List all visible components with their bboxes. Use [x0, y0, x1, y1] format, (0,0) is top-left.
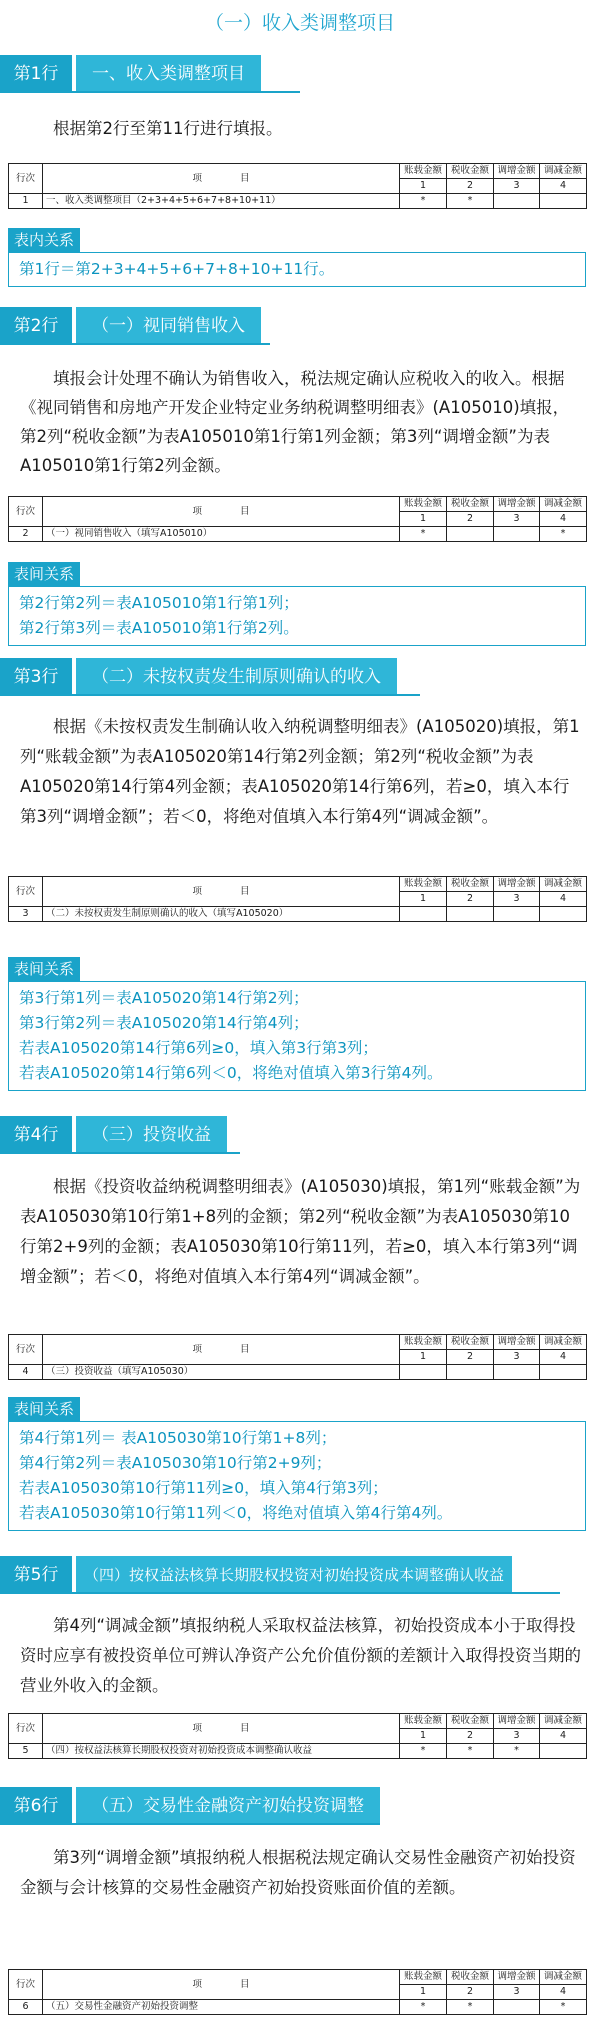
row-item: （二）未按权责发生制原则确认的收入（填写A105020）	[43, 907, 400, 922]
row-mark: *	[400, 1744, 447, 1759]
col-number: 4	[540, 1350, 587, 1365]
row-mark	[540, 194, 587, 209]
header-item: 项 目	[43, 1714, 400, 1744]
row-mark	[447, 527, 494, 542]
row-item: （一）视同销售收入（填写A105010）	[43, 527, 400, 542]
col-number: 1	[400, 1350, 447, 1365]
section-title: 一、收入类调整项目	[76, 55, 261, 93]
col-number: 3	[494, 512, 540, 527]
header-row-no: 行次	[9, 877, 43, 907]
col-number: 4	[540, 1985, 587, 2000]
header-col-3: 调增金额	[494, 164, 540, 179]
relation-title: 表间关系	[8, 957, 80, 981]
table-header-row	[9, 497, 587, 512]
section-rule	[0, 343, 270, 345]
header-col-2: 税收金额	[447, 1970, 494, 1985]
relation-block	[8, 562, 586, 646]
header-item: 项 目	[43, 877, 400, 907]
section-header-6	[0, 1787, 380, 1825]
header-col-2: 税收金额	[447, 164, 494, 179]
relation-box	[8, 981, 586, 1091]
col-number: 2	[447, 179, 494, 194]
header-item: 项 目	[43, 164, 400, 194]
col-number: 3	[494, 179, 540, 194]
section-header-1	[0, 55, 300, 93]
header-col-4: 调减金额	[540, 1714, 587, 1729]
header-col-2: 税收金额	[447, 1714, 494, 1729]
col-number: 4	[540, 512, 587, 527]
relation-line: 第2行第2列＝表A105010第1行第1列；	[19, 594, 299, 612]
table-row	[9, 2000, 587, 2015]
col-number: 1	[400, 512, 447, 527]
relation-line: 若表A105030第10行第11列≥0，填入第4行第3列；	[19, 1479, 388, 1497]
relation-box	[8, 586, 586, 646]
row-mark	[540, 1744, 587, 1759]
row-mark	[540, 907, 587, 922]
header-col-4: 调减金额	[540, 1335, 587, 1350]
row-mark: *	[447, 2000, 494, 2015]
row-no: 3	[9, 907, 43, 922]
row-mark	[494, 907, 540, 922]
table-header-row	[9, 1970, 587, 1985]
row-no: 5	[9, 1744, 43, 1759]
relation-line: 第4行第2列＝表A105030第10行第2+9列；	[19, 1454, 332, 1472]
relation-line: 若表A105020第14行第6列＜0，将绝对值填入第3行第4列。	[19, 1064, 443, 1082]
col-number: 1	[400, 892, 447, 907]
relation-line: 若表A105030第10行第11列＜0，将绝对值填入第4行第4列。	[19, 1504, 453, 1522]
header-col-3: 调增金额	[494, 1335, 540, 1350]
col-number: 1	[400, 1729, 447, 1744]
table-header-row	[9, 877, 587, 892]
table-header-row	[9, 1714, 587, 1729]
header-row-no: 行次	[9, 497, 43, 527]
section-header-3	[0, 658, 420, 696]
row-no: 1	[9, 194, 43, 209]
col-number: 2	[447, 512, 494, 527]
header-row-no: 行次	[9, 1714, 43, 1744]
relation-line: 第3行第2列＝表A105020第14行第4列；	[19, 1014, 309, 1032]
row-mark	[447, 1365, 494, 1380]
header-item: 项 目	[43, 497, 400, 527]
relation-block	[8, 957, 586, 1091]
row-table	[8, 163, 587, 209]
row-mark	[447, 907, 494, 922]
section-title: （五）交易性金融资产初始投资调整	[76, 1787, 380, 1825]
col-number: 1	[400, 1985, 447, 2000]
section-rule	[0, 1592, 560, 1594]
header-row-no: 行次	[9, 1970, 43, 2000]
row-table	[8, 1334, 587, 1380]
row-mark	[400, 907, 447, 922]
header-col-4: 调减金额	[540, 1970, 587, 1985]
col-number: 4	[540, 892, 587, 907]
header-col-1: 账载金额	[400, 164, 447, 179]
section-number: 第2行	[0, 307, 72, 345]
relation-title: 表内关系	[8, 228, 80, 252]
col-number: 2	[447, 1729, 494, 1744]
relation-line: 第3行第1列＝表A105020第14行第2列；	[19, 989, 309, 1007]
section-paragraph: 根据《投资收益纳税调整明细表》(A105030)填报，第1列“账载金额”为表A105030第10行第1+8列的金额；第2列“税收金额”为表A105030第10行第2+9列的金额；表A105030第10行第11列，若≥0，填入本行第3列“调增金额”；若＜0，将绝对值填入本行第4列“调减金额”。	[20, 1177, 581, 1286]
row-mark: *	[540, 2000, 587, 2015]
col-number: 3	[494, 892, 540, 907]
header-col-3: 调增金额	[494, 1714, 540, 1729]
header-col-1: 账载金额	[400, 877, 447, 892]
relation-title: 表间关系	[8, 562, 80, 586]
section-rule	[0, 1823, 380, 1825]
header-row-no: 行次	[9, 1335, 43, 1365]
row-mark	[540, 1365, 587, 1380]
row-mark	[400, 1365, 447, 1380]
relation-box	[8, 252, 586, 287]
table-row	[9, 1365, 587, 1380]
header-col-1: 账载金额	[400, 1970, 447, 1985]
header-col-4: 调减金额	[540, 497, 587, 512]
header-col-1: 账载金额	[400, 1714, 447, 1729]
row-item: （五）交易性金融资产初始投资调整	[43, 2000, 400, 2015]
section-title: （三）投资收益	[76, 1116, 227, 1154]
row-mark: *	[400, 527, 447, 542]
relation-line: 第4行第1列＝ 表A105030第10行第1+8列；	[19, 1429, 337, 1447]
section-paragraph: 根据《未按权责发生制确认收入纳税调整明细表》(A105020)填报，第1列“账载金额”为表A105020第14行第2列金额；第2列“税收金额”为表A105020第14行第4列金额；表A105020第14行第6列，若≥0，填入本行第3列“调增金额”；若＜0，将绝对值填入本行第4列“调减金额”。	[20, 717, 580, 826]
row-mark: *	[447, 194, 494, 209]
table-header-row	[9, 164, 587, 179]
header-col-2: 税收金额	[447, 877, 494, 892]
section-header-4	[0, 1116, 240, 1154]
section-rule	[0, 1152, 240, 1154]
header-col-4: 调减金额	[540, 877, 587, 892]
row-mark: *	[400, 194, 447, 209]
section-rule	[0, 694, 420, 696]
header-col-3: 调增金额	[494, 877, 540, 892]
relation-line: 第2行第3列＝表A105010第1行第2列。	[19, 619, 299, 637]
section-paragraph: 填报会计处理不确认为销售收入，税法规定确认应税收入的收入。根据《视同销售和房地产开发企业特定业务纳税调整明细表》(A105010)填报，第2列“税收金额”为表A105010第1行第1列金额；第3列“调增金额”为表A105010第1行第2列金额。	[20, 369, 570, 475]
col-number: 4	[540, 179, 587, 194]
section-number: 第5行	[0, 1556, 72, 1594]
header-col-2: 税收金额	[447, 1335, 494, 1350]
row-mark	[494, 1365, 540, 1380]
relation-line: 第1行＝第2+3+4+5+6+7+8+10+11行。	[19, 260, 335, 278]
section-number: 第6行	[0, 1787, 72, 1825]
relation-block	[8, 1397, 586, 1531]
section-number: 第4行	[0, 1116, 72, 1154]
header-col-1: 账载金额	[400, 497, 447, 512]
table-row	[9, 1744, 587, 1759]
row-mark: *	[494, 1744, 540, 1759]
col-number: 3	[494, 1350, 540, 1365]
page-title: （一）收入类调整项目	[204, 12, 395, 34]
table-row	[9, 527, 587, 542]
section-header-2	[0, 307, 270, 345]
row-no: 2	[9, 527, 43, 542]
row-table	[8, 496, 587, 542]
col-number: 2	[447, 1350, 494, 1365]
header-item: 项 目	[43, 1335, 400, 1365]
row-no: 4	[9, 1365, 43, 1380]
header-col-2: 税收金额	[447, 497, 494, 512]
section-title: （一）视同销售收入	[76, 307, 261, 345]
row-mark: *	[400, 2000, 447, 2015]
table-row	[9, 907, 587, 922]
section-header-5	[0, 1556, 560, 1594]
row-item: （四）按权益法核算长期股权投资对初始投资成本调整确认收益	[43, 1744, 400, 1759]
section-paragraph: 第3列“调增金额”填报纳税人根据税法规定确认交易性金融资产初始投资金额与会计核算的交易性金融资产初始投资账面价值的差额。	[20, 1848, 576, 1897]
col-number: 1	[400, 179, 447, 194]
row-mark	[494, 527, 540, 542]
col-number: 3	[494, 1985, 540, 2000]
header-row-no: 行次	[9, 164, 43, 194]
row-table	[8, 876, 587, 922]
section-rule	[0, 91, 300, 93]
section-paragraph: 第4列“调减金额”填报纳税人采取权益法核算，初始投资成本小于取得投资时应享有被投资单位可辨认净资产公允价值份额的差额计入取得投资当期的营业外收入的金额。	[20, 1616, 581, 1695]
row-mark: *	[447, 1744, 494, 1759]
section-number: 第1行	[0, 55, 72, 93]
relation-box	[8, 1421, 586, 1531]
row-item: （三）投资收益（填写A105030）	[43, 1365, 400, 1380]
relation-block	[8, 228, 586, 287]
header-col-4: 调减金额	[540, 164, 587, 179]
col-number: 2	[447, 892, 494, 907]
row-no: 6	[9, 2000, 43, 2015]
relation-line: 若表A105020第14行第6列≥0，填入第3行第3列；	[19, 1039, 378, 1057]
col-number: 2	[447, 1985, 494, 2000]
header-col-1: 账载金额	[400, 1335, 447, 1350]
header-item: 项 目	[43, 1970, 400, 2000]
row-item: 一、收入类调整项目（2+3+4+5+6+7+8+10+11）	[43, 194, 400, 209]
row-table	[8, 1713, 587, 1759]
col-number: 4	[540, 1729, 587, 1744]
relation-title: 表间关系	[8, 1397, 80, 1421]
section-title: （四）按权益法核算长期股权投资对初始投资成本调整确认收益	[76, 1556, 512, 1594]
header-col-3: 调增金额	[494, 1970, 540, 1985]
row-mark	[494, 2000, 540, 2015]
section-title: （二）未按权责发生制原则确认的收入	[76, 658, 397, 696]
section-number: 第3行	[0, 658, 72, 696]
row-mark	[494, 194, 540, 209]
table-row	[9, 194, 587, 209]
section-paragraph: 根据第2行至第11行进行填报。	[53, 119, 283, 138]
row-table	[8, 1969, 587, 2015]
header-col-3: 调增金额	[494, 497, 540, 512]
col-number: 3	[494, 1729, 540, 1744]
row-mark: *	[540, 527, 587, 542]
table-header-row	[9, 1335, 587, 1350]
